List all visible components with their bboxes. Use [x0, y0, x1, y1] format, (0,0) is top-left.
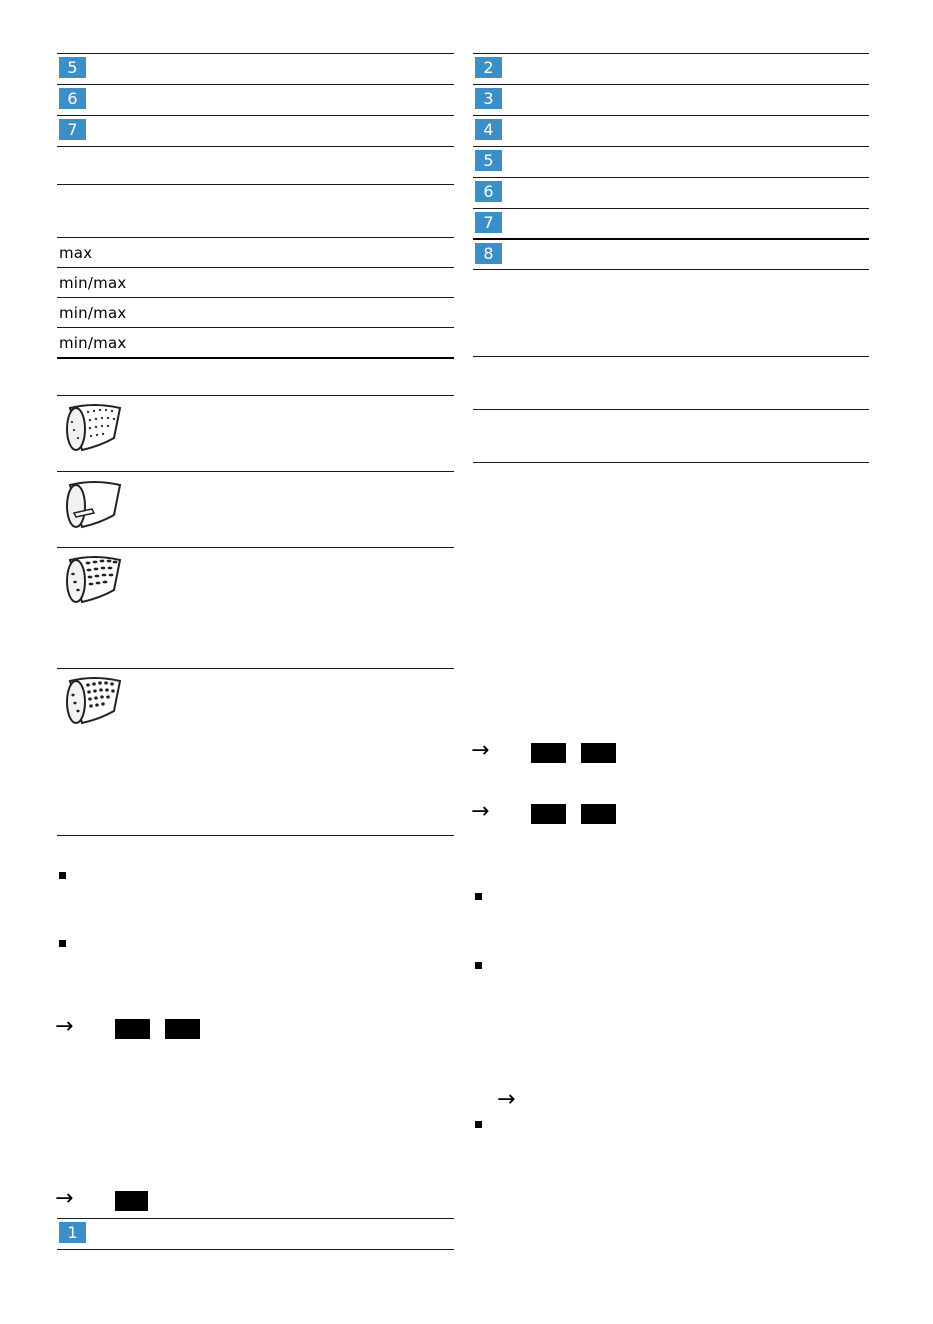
speed-setting: min/max [59, 334, 127, 352]
bullet-icon [475, 962, 482, 969]
table-rule [57, 297, 454, 298]
table-rule [473, 356, 869, 357]
table-rule [57, 115, 454, 116]
table-rule [57, 267, 454, 268]
table-rule [57, 471, 454, 472]
arrow-right-icon: → [55, 1014, 74, 1039]
figure-number-badge: 2 [475, 57, 502, 78]
table-rule [473, 146, 869, 147]
table-rule [57, 357, 454, 359]
redacted-block [115, 1191, 148, 1211]
bullet-icon [59, 940, 66, 947]
table-rule [57, 835, 454, 836]
table-rule [57, 327, 454, 328]
speed-setting: min/max [59, 304, 127, 322]
table-rule [57, 53, 454, 54]
table-rule [473, 238, 869, 240]
table-rule [57, 1218, 454, 1219]
arrow-right-icon: → [55, 1186, 74, 1211]
figure-number-badge: 6 [475, 181, 502, 202]
redacted-block [531, 743, 566, 763]
speed-setting: max [59, 244, 93, 262]
table-rule [473, 115, 869, 116]
table-rule [57, 237, 454, 238]
table-rule [473, 269, 869, 270]
table-rule [57, 146, 454, 147]
coarse-grating-drum-icon [60, 552, 124, 608]
redacted-block [581, 804, 616, 824]
figure-number-badge: 5 [475, 150, 502, 171]
figure-number-badge: 6 [59, 88, 86, 109]
figure-number-badge: 3 [475, 88, 502, 109]
arrow-right-icon: → [471, 738, 490, 763]
bullet-icon [475, 893, 482, 900]
slicing-drum-icon [60, 477, 124, 533]
table-rule [473, 84, 869, 85]
figure-number-badge: 5 [59, 57, 86, 78]
bullet-icon [59, 872, 66, 879]
table-rule [57, 395, 454, 396]
table-rule [473, 53, 869, 54]
table-rule [473, 462, 869, 463]
figure-number-badge: 7 [59, 119, 86, 140]
figure-number-badge: 8 [475, 243, 502, 264]
figure-number-badge: 1 [59, 1222, 86, 1243]
table-rule [57, 1249, 454, 1250]
figure-number-badge: 4 [475, 119, 502, 140]
redacted-block [581, 743, 616, 763]
redacted-block [115, 1019, 150, 1039]
bullet-icon [475, 1121, 482, 1128]
grating-drum-icon [60, 673, 124, 729]
table-rule [473, 177, 869, 178]
arrow-right-icon: → [471, 799, 490, 824]
figure-number-badge: 7 [475, 212, 502, 233]
table-rule [473, 409, 869, 410]
table-rule [57, 547, 454, 548]
table-rule [473, 208, 869, 209]
arrow-right-icon: → [497, 1087, 516, 1112]
table-rule [57, 668, 454, 669]
redacted-block [165, 1019, 200, 1039]
redacted-block [531, 804, 566, 824]
fine-grating-drum-icon [60, 400, 124, 456]
table-rule [57, 184, 454, 185]
speed-setting: min/max [59, 274, 127, 292]
table-rule [57, 84, 454, 85]
